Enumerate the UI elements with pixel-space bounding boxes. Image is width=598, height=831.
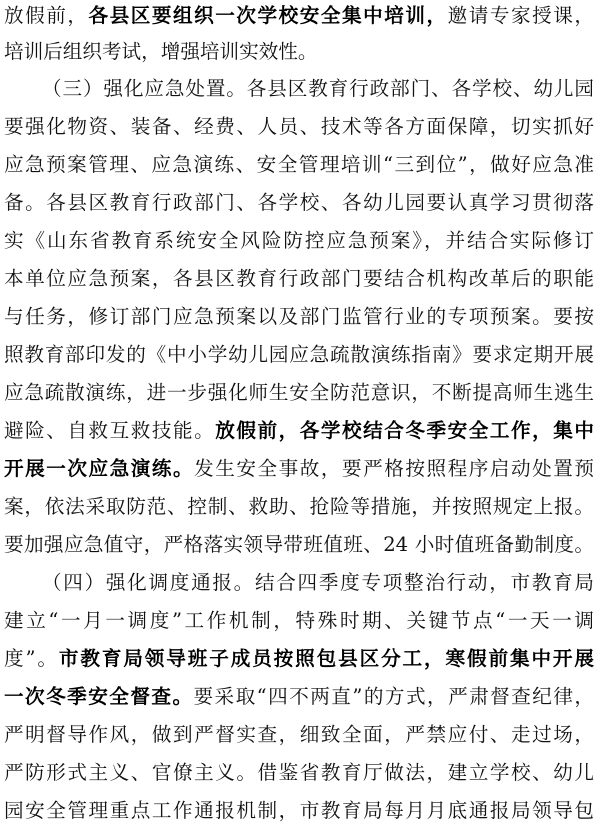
text-run: 度”。 — [4, 647, 59, 670]
text-run: 本单位应急预案，各县区教育行政部门要结合机构改革后的职能 — [4, 267, 594, 290]
text-line — [4, 411, 594, 451]
text-run: 备。各县区教育行政部门、各学校、各幼儿园要认真学习贯彻落 — [4, 191, 594, 214]
text-run: 案，依法采取防范、控制、救助、抢险等措施，并按照规定上报。 — [4, 495, 594, 518]
text-run: 发生安全事故，要严格按照程序启动处置预 — [194, 457, 594, 480]
text-line — [4, 677, 594, 717]
text-run: 要强化物资、装备、经费、人员、技术等各方面保障，切实抓好 — [4, 115, 594, 138]
text-line — [4, 259, 594, 299]
text-run: 要采取“四不两直”的方式，严肃督查纪律， — [193, 685, 594, 708]
text-run: （四）强化调度通报。结合四季度专项整治行动，市教育局 — [42, 571, 594, 594]
text-run: 照教育部印发的《中小学幼儿园应急疏散演练指南》要求定期开展 — [4, 343, 594, 366]
text-run: 应急疏散演练，进一步强化师生安全防范意识，不断提高师生逃生 — [4, 381, 594, 404]
text-run: 培训后组织考试，增强培训实效性。 — [4, 40, 318, 63]
text-line — [4, 525, 594, 565]
text-run: 建立“一月一调度”工作机制，特殊时期、关键节点“一天一调 — [4, 609, 594, 632]
text-line — [4, 335, 594, 375]
text-run: 应急预案管理、应急演练、安全管理培训“三到位”，做好应急准 — [4, 153, 594, 176]
text-line — [4, 221, 594, 261]
text-line — [4, 145, 594, 185]
bold-text-run: 市教育局领导班子成员按照包县区分工，寒假前集中开展 — [58, 647, 594, 670]
text-line — [4, 753, 594, 793]
bold-text-run: 开展一次应急演练。 — [4, 457, 195, 480]
text-run: 严明督导作风，做到严督实查，细致全面，严禁应付、走过场， — [4, 723, 594, 746]
text-run: 实《山东省教育系统安全风险防控应急预案》，并结合实际修订 — [4, 229, 594, 252]
text-run: 园安全管理重点工作通报机制，市教育局每月月底通报局领导包 — [4, 799, 594, 822]
bold-text-run: 各县区要组织一次学校安全集中培训， — [88, 4, 448, 27]
section-heading-line — [42, 563, 594, 603]
text-line — [4, 32, 594, 72]
text-line — [4, 601, 594, 641]
text-line — [4, 297, 594, 337]
text-line — [4, 639, 594, 679]
text-line — [4, 449, 594, 489]
text-line — [4, 183, 594, 223]
text-run: 邀请专家授课， — [447, 4, 594, 27]
bold-text-run: 放假前，各学校结合冬季安全工作，集中 — [215, 419, 594, 442]
text-line — [4, 0, 594, 36]
text-line — [4, 715, 594, 755]
text-run: 要加强应急值守，严格落实领导带班值班、24 小时值班备勤制度。 — [4, 533, 594, 556]
text-run: （三）强化应急处置。各县区教育行政部门、各学校、幼儿园 — [42, 77, 594, 100]
text-run: 与任务，修订部门应急预案以及部门监管行业的专项预案。要按 — [4, 305, 594, 328]
text-run: 严防形式主义、官僚主义。借鉴省教育厅做法，建立学校、幼儿 — [4, 761, 594, 784]
text-line — [4, 107, 594, 147]
text-run: 放假前， — [4, 4, 89, 27]
text-line — [4, 487, 594, 527]
section-heading-line — [42, 69, 594, 109]
text-line — [4, 373, 594, 413]
text-run: 避险、自救互救技能。 — [4, 419, 216, 442]
text-line — [4, 791, 594, 831]
bold-text-run: 一次冬季安全督查。 — [4, 685, 194, 708]
